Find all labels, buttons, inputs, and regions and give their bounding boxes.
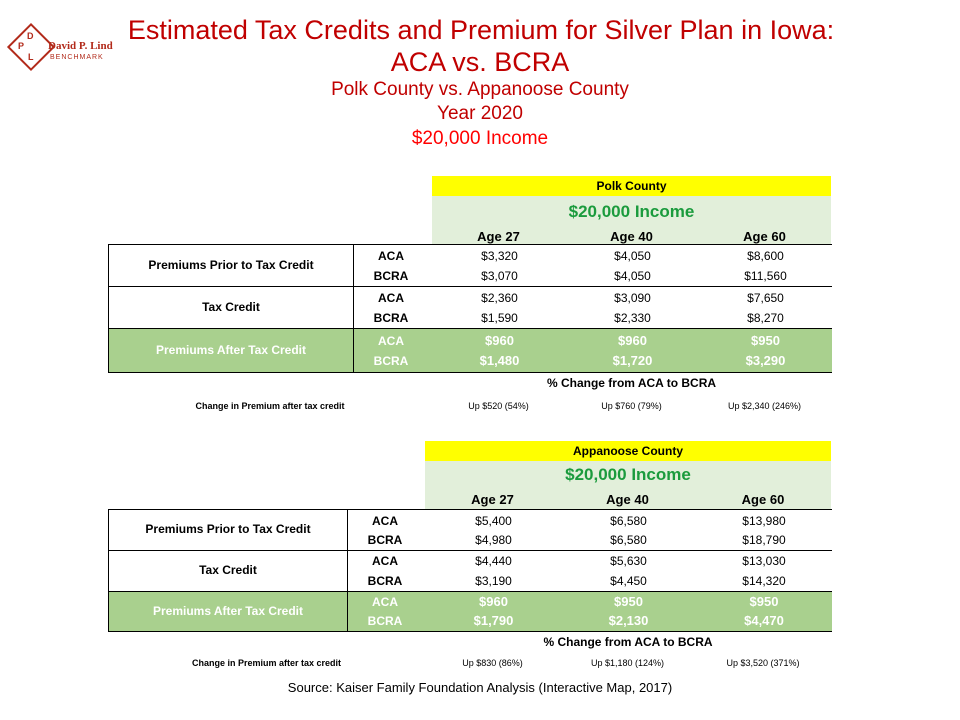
polk-prior-bcra-27: $3,070 [481, 269, 518, 283]
title-block [0, 14, 960, 152]
appanoose-row-after [109, 592, 832, 631]
polk-credit-aca-27: $2,360 [481, 291, 518, 305]
title-line-2: ACA vs. BCRA [390, 47, 570, 77]
appanoose-after-aca-27: $960 [479, 594, 508, 609]
logo-letter-l: L [28, 52, 34, 62]
appanoose-change-60: Up $3,520 (371%) [726, 658, 800, 668]
polk-credit-bcra-40: $2,330 [614, 311, 651, 325]
appanoose-credit-aca-27: $4,440 [475, 554, 512, 568]
appanoose-change-27: Up $830 (86%) [462, 658, 523, 668]
logo-name: David P. Lind [48, 40, 113, 52]
logo-letter-d: D [27, 31, 34, 41]
appanoose-credit-aca-40: $5,630 [610, 554, 647, 568]
polk-credit-aca-40: $3,090 [614, 291, 651, 305]
polk-prior-bcra-plan: BCRA [373, 269, 409, 283]
polk-credit-bcra-27: $1,590 [481, 311, 518, 325]
logo-subtitle: BENCHMARK [50, 54, 104, 61]
polk-age-60-header: Age 60 [743, 229, 786, 244]
polk-age-40-header: Age 40 [610, 229, 653, 244]
polk-table [108, 244, 832, 373]
appanoose-label-divider [347, 510, 348, 631]
appanoose-credit-bcra-plan: BCRA [367, 574, 403, 588]
appanoose-age-60-header: Age 60 [741, 492, 785, 507]
appanoose-change-40: Up $1,180 (124%) [590, 658, 665, 668]
polk-prior-bcra-40: $4,050 [614, 269, 651, 283]
appanoose-table [108, 509, 832, 632]
polk-after-aca-27: $960 [485, 333, 514, 348]
polk-prior-aca-40: $4,050 [614, 249, 651, 263]
polk-change-60: Up $2,340 (246%) [727, 401, 802, 411]
polk-change-27: Up $520 (54%) [468, 401, 529, 411]
appanoose-prior-label: Premiums Prior to Tax Credit [145, 522, 311, 536]
polk-row-prior [109, 245, 832, 286]
polk-credit-bcra-plan: BCRA [373, 311, 409, 325]
appanoose-after-bcra-40: $2,130 [608, 613, 649, 628]
polk-row-credit [109, 287, 832, 328]
polk-change-40: Up $760 (79%) [601, 401, 662, 411]
polk-after-bcra-plan: BCRA [373, 354, 409, 368]
polk-after-bcra-27: $1,480 [479, 353, 520, 368]
appanoose-change-label: Change in Premium after tax credit [191, 658, 342, 668]
appanoose-row-prior [109, 510, 832, 550]
appanoose-after-label: Premiums After Tax Credit [152, 604, 304, 618]
polk-credit-bcra-60: $8,270 [747, 311, 784, 325]
appanoose-prior-aca-40: $6,580 [610, 514, 647, 528]
polk-prior-aca-60: $8,600 [747, 249, 784, 263]
appanoose-age-27-header: Age 27 [471, 492, 514, 507]
polk-after-bcra-40: $1,720 [612, 353, 653, 368]
polk-prior-label: Premiums Prior to Tax Credit [148, 258, 314, 272]
polk-credit-aca-60: $7,650 [747, 291, 784, 305]
logo-letter-p: P [18, 41, 25, 51]
polk-age-27-header: Age 27 [477, 229, 520, 244]
appanoose-after-bcra-60: $4,470 [744, 613, 784, 628]
appanoose-after-bcra-27: $1,790 [473, 613, 514, 628]
polk-credit-aca-plan: ACA [378, 291, 404, 305]
polk-label-divider [353, 245, 354, 372]
polk-income-label: $20,000 Income [568, 202, 695, 221]
appanoose-after-aca-40: $950 [614, 594, 643, 609]
appanoose-credit-aca-60: $13,030 [742, 554, 786, 568]
appanoose-age-40-header: Age 40 [606, 492, 649, 507]
polk-prior-aca-plan: ACA [378, 249, 404, 263]
appanoose-after-bcra-plan: BCRA [367, 614, 403, 628]
title-line-4: Year 2020 [437, 103, 523, 124]
appanoose-prior-bcra-27: $4,980 [475, 533, 512, 547]
polk-prior-aca-27: $3,320 [481, 249, 518, 263]
appanoose-credit-aca-plan: ACA [372, 554, 398, 568]
source-note: Source: Kaiser Family Foundation Analysis (Interactive Map, 2017) [287, 680, 673, 695]
appanoose-prior-bcra-plan: BCRA [367, 533, 403, 547]
appanoose-prior-bcra-60: $18,790 [742, 533, 786, 547]
appanoose-county-header: Appanoose County [425, 441, 831, 461]
appanoose-credit-bcra-40: $4,450 [610, 574, 647, 588]
polk-prior-bcra-60: $11,560 [744, 269, 787, 283]
polk-pct-change-label: % Change from ACA to BCRA [546, 376, 717, 390]
polk-credit-label: Tax Credit [202, 300, 260, 314]
title-line-5: $20,000 Income [411, 128, 549, 149]
appanoose-after-aca-60: $950 [749, 594, 779, 609]
title-line-3: Polk County vs. Appanoose County [331, 79, 629, 100]
polk-after-bcra-60: $3,290 [745, 353, 786, 368]
polk-change-label: Change in Premium after tax credit [195, 401, 345, 411]
polk-after-label: Premiums After Tax Credit [155, 343, 307, 357]
appanoose-credit-label: Tax Credit [199, 563, 257, 577]
polk-after-aca-60: $950 [751, 333, 780, 348]
polk-after-aca-plan: ACA [378, 334, 404, 348]
appanoose-after-aca-plan: ACA [372, 595, 398, 609]
title-line-1: Estimated Tax Credits and Premium for Silver Plan in Iowa: [127, 15, 835, 45]
polk-row-after [109, 329, 832, 372]
appanoose-credit-bcra-60: $14,320 [742, 574, 786, 588]
appanoose-credit-bcra-27: $3,190 [475, 574, 512, 588]
appanoose-prior-aca-27: $5,400 [475, 514, 512, 528]
appanoose-prior-aca-plan: ACA [372, 514, 398, 528]
appanoose-prior-bcra-40: $6,580 [610, 533, 647, 547]
polk-after-aca-40: $960 [618, 333, 647, 348]
appanoose-pct-change-label: % Change from ACA to BCRA [543, 635, 713, 649]
appanoose-prior-aca-60: $13,980 [742, 514, 786, 528]
polk-county-header: Polk County [432, 176, 831, 196]
appanoose-row-credit [109, 551, 832, 591]
appanoose-income-label: $20,000 Income [565, 465, 691, 484]
